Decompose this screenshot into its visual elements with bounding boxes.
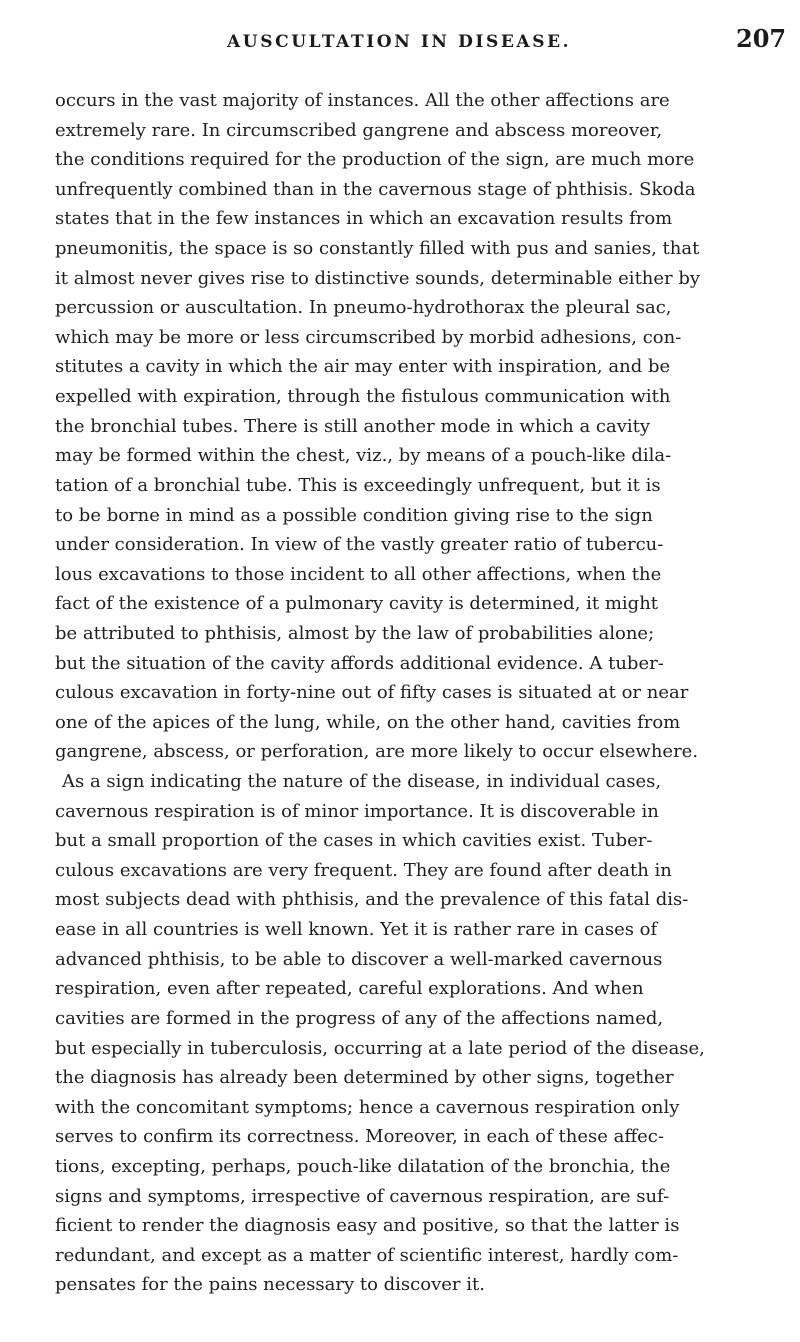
text-line: As a sign indicating the nature of the disease, in individual cases, bbox=[62, 771, 662, 793]
text-line: culous excavation in forty-nine out of fifty cases is situated at or near bbox=[55, 682, 689, 704]
text-line: expelled with expiration, through the fistulous communication with bbox=[55, 386, 671, 408]
text-line: occurs in the vast majority of instances. All the other affections are bbox=[55, 90, 670, 111]
text-line: under consideration. In view of the vastly greater ratio of tubercu- bbox=[55, 534, 664, 556]
text-line: cavernous respiration is of minor importance. It is discoverable in bbox=[55, 800, 659, 822]
running-title: AUSCULTATION IN DISEASE. bbox=[227, 32, 572, 52]
text-line: signs and symptoms, irrespective of cavernous respiration, are suf- bbox=[55, 1185, 670, 1207]
text-line: redundant, and except as a matter of scientific interest, hardly com- bbox=[55, 1244, 679, 1266]
text-line: unfrequently combined than in the cavernous stage of phthisis. Skoda bbox=[55, 178, 696, 200]
text-line: extremely rare. In circumscribed gangrene and abscess moreover, bbox=[55, 119, 663, 141]
text-line: pneumonitis, the space is so constantly filled with pus and sanies, that bbox=[55, 238, 700, 260]
text-line: states that in the few instances in which an excavation results from bbox=[55, 208, 673, 230]
page-number: 207 bbox=[736, 24, 787, 53]
text-line: but especially in tuberculosis, occurring at a late period of the disease, bbox=[55, 1037, 705, 1059]
text-line: but a small proportion of the cases in which cavities exist. Tuber- bbox=[55, 830, 653, 852]
text-line: cavities are formed in the progress of any of the affections named, bbox=[55, 1007, 664, 1029]
body-text bbox=[55, 86, 795, 1300]
text-line: respiration, even after repeated, careful explorations. And when bbox=[55, 978, 644, 1000]
text-line: tation of a bronchial tube. This is exceedingly unfrequent, but it is bbox=[55, 474, 661, 496]
text-line: ficient to render the diagnosis easy and positive, so that the latter is bbox=[55, 1215, 680, 1237]
text-line: it almost never gives rise to distinctive sounds, determinable either by bbox=[55, 267, 701, 289]
text-line: to be borne in mind as a possible condition giving rise to the sign bbox=[55, 504, 653, 526]
text-line: with the concomitant symptoms; hence a cavernous respiration only bbox=[55, 1096, 680, 1118]
text-line: may be formed within the chest, viz., by means of a pouch-like dila- bbox=[55, 445, 672, 467]
text-line: serves to confirm its correctness. Moreover, in each of these affec- bbox=[55, 1126, 664, 1148]
text-line: the bronchial tubes. There is still another mode in which a cavity bbox=[55, 415, 651, 437]
text-line: most subjects dead with phthisis, and the prevalence of this fatal dis- bbox=[55, 889, 689, 911]
text-line: the conditions required for the production of the sign, are much more bbox=[55, 149, 695, 171]
text-line: percussion or auscultation. In pneumo-hydrothorax the pleural sac, bbox=[55, 297, 672, 319]
text-line: ease in all countries is well known. Yet it is rather rare in cases of bbox=[55, 919, 658, 941]
text-line: advanced phthisis, to be able to discover a well-marked cavernous bbox=[55, 948, 663, 970]
text-line: gangrene, abscess, or perforation, are more likely to occur elsewhere. bbox=[55, 741, 699, 763]
text-line: pensates for the pains necessary to discover it. bbox=[55, 1274, 485, 1296]
text-line: which may be more or less circumscribed by morbid adhesions, con- bbox=[55, 326, 682, 348]
text-line: the diagnosis has already been determined by other signs, together bbox=[55, 1067, 674, 1089]
text-line: be attributed to phthisis, almost by the law of probabilities alone; bbox=[55, 622, 655, 644]
text-line: stitutes a cavity in which the air may enter with inspiration, and be bbox=[55, 356, 671, 378]
text-line: but the situation of the cavity affords additional evidence. A tuber- bbox=[55, 652, 664, 674]
text-line: fact of the existence of a pulmonary cavity is determined, it might bbox=[55, 593, 659, 615]
text-line: one of the apices of the lung, while, on the other hand, cavities from bbox=[55, 711, 681, 733]
text-line: lous excavations to those incident to all other affections, when the bbox=[55, 563, 662, 585]
running-head bbox=[0, 24, 800, 54]
text-line: tions, excepting, perhaps, pouch-like dilatation of the bronchia, the bbox=[55, 1155, 671, 1177]
text-line: culous excavations are very frequent. They are found after death in bbox=[55, 859, 672, 881]
